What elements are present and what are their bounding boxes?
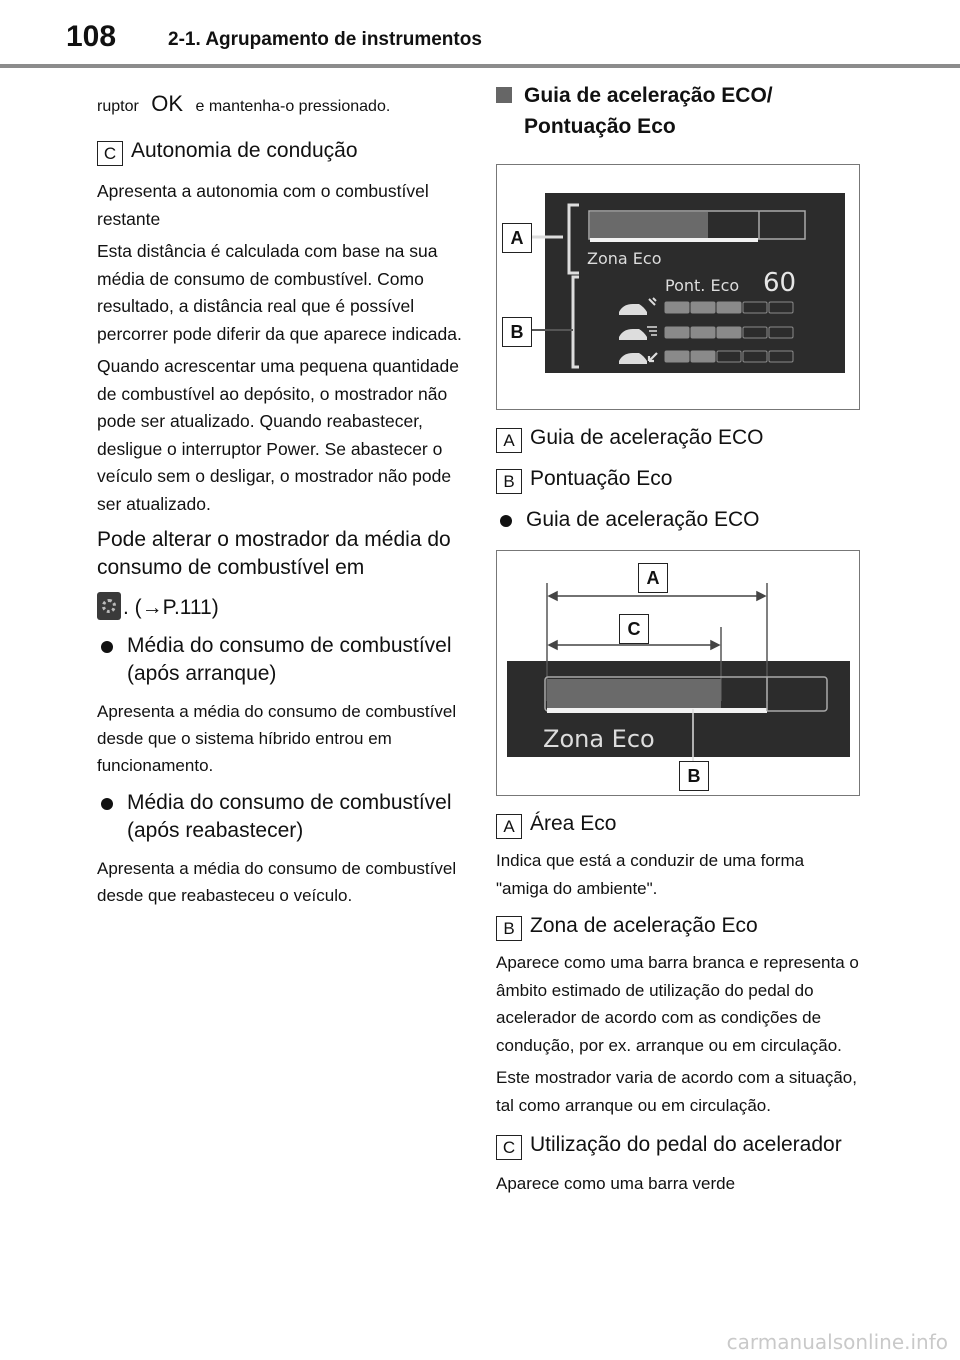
b2-description-1: Aparece como uma barra branca e representa o âmbito estimado de utilização do pedal do acelerador de acordo com as condições de condução, por ex. arranque ou em circulação. bbox=[496, 953, 859, 1055]
a2-description: Indica que está a conduzir de uma forma "amiga do ambiente". bbox=[496, 851, 805, 898]
guide-bar-fill bbox=[590, 212, 708, 238]
label-c2-title: Utilização do pedal do acelerador bbox=[530, 1133, 842, 1156]
score-segment bbox=[665, 302, 689, 313]
zone-zona-eco-label: Zona Eco bbox=[543, 725, 655, 753]
header-divider bbox=[0, 64, 960, 68]
guide-bar-white-zone bbox=[590, 238, 758, 242]
bullet-after-refuel bbox=[97, 789, 462, 845]
label-b-heading bbox=[496, 465, 861, 494]
figure1-callout-b: B bbox=[502, 317, 532, 347]
c-paragraph-3: Quando acrescentar uma pequena quantidade de combustível ao depósito, o mostrador não pode ser atualizado. Quando reabastecer, desligue o interruptor Power. Se abastecer o veículo sem o desligar, o mostrador não pode ser atualizado. bbox=[97, 356, 459, 514]
page-header bbox=[0, 0, 960, 70]
label-b2-title: Zona de aceleração Eco bbox=[530, 914, 758, 937]
b2-description-2: Este mostrador varia de acordo com a situação, tal como arranque ou em circulação. bbox=[496, 1068, 857, 1115]
area-a-arrow bbox=[549, 592, 765, 600]
change-display-text: Pode alterar o mostrador da média do consumo de combustível em bbox=[97, 528, 451, 579]
figure2-callout-b: B bbox=[679, 761, 709, 791]
intro-after: e mantenha-o pressionado. bbox=[195, 98, 391, 115]
intro-line bbox=[97, 92, 462, 119]
label-c2-heading bbox=[496, 1131, 861, 1162]
label-c-heading bbox=[97, 137, 462, 166]
zone-bar-white bbox=[547, 708, 767, 713]
label-c2-box: C bbox=[496, 1135, 522, 1160]
label-b-title: Pontuação Eco bbox=[530, 467, 673, 490]
figure2-callout-a: A bbox=[638, 563, 668, 593]
score-segment bbox=[665, 351, 689, 362]
bullet-after-start-title: Média do consumo de combustível (após arranque) bbox=[127, 634, 452, 685]
score-segment bbox=[691, 302, 715, 313]
gear-icon bbox=[97, 592, 121, 620]
eco-subheading bbox=[496, 80, 861, 142]
label-a-box: A bbox=[496, 428, 522, 453]
bullet-after-refuel-title: Média do consumo de combustível (após reabastecer) bbox=[127, 791, 452, 842]
section-title: 2-1. Agrupamento de instrumentos bbox=[168, 29, 482, 50]
figure2-callout-c: C bbox=[619, 614, 649, 644]
score-segment bbox=[665, 327, 689, 338]
label-a2-box: A bbox=[496, 814, 522, 839]
c-paragraph-1: Apresenta a autonomia com o combustível restante bbox=[97, 181, 429, 229]
watermark: carmanualsonline.info bbox=[726, 1330, 948, 1354]
pont-eco-label: Pont. Eco bbox=[665, 276, 740, 295]
change-display-ref bbox=[97, 592, 462, 622]
score-segment bbox=[691, 327, 715, 338]
label-b-box: B bbox=[496, 469, 522, 494]
label-a-title: Guia de aceleração ECO bbox=[530, 426, 764, 449]
eco-score-value: 60 bbox=[763, 268, 797, 298]
label-b2-heading bbox=[496, 912, 861, 941]
label-b2-box: B bbox=[496, 916, 522, 941]
label-c-title: Autonomia de condução bbox=[131, 139, 358, 162]
bullet-after-start-desc: Apresenta a média do consumo de combustível desde que o sistema híbrido entrou em funcionamento. bbox=[97, 702, 457, 775]
c-paragraph-2: Esta distância é calculada com base na sua média de consumo de combustível. Como resultado, a distância real que é possível percorrer pode diferir da que aparece indicada. bbox=[97, 241, 462, 344]
bullet-eco-guide bbox=[496, 506, 861, 534]
eco-display-illustration bbox=[497, 165, 861, 411]
bullet-eco-guide-title: Guia de aceleração ECO bbox=[526, 508, 760, 531]
bullet-dot-icon bbox=[101, 641, 113, 653]
figure-eco-display bbox=[496, 164, 860, 410]
page-number: 108 bbox=[66, 20, 117, 53]
score-segment bbox=[691, 351, 715, 362]
label-c-box: C bbox=[97, 141, 123, 166]
figure1-callout-a: A bbox=[502, 223, 532, 253]
label-a-heading bbox=[496, 424, 861, 453]
label-a2-heading bbox=[496, 810, 861, 839]
left-column bbox=[97, 92, 462, 914]
zone-bar-fill bbox=[547, 679, 721, 709]
label-a2-title: Área Eco bbox=[530, 812, 617, 835]
eco-subheading-text: Guia de aceleração ECO/ Pontuação Eco bbox=[524, 84, 773, 138]
bullet-after-refuel-desc: Apresenta a média do consumo de combustível desde que reabasteceu o veículo. bbox=[97, 859, 457, 905]
subheading-square-icon bbox=[496, 87, 512, 103]
score-segment bbox=[717, 302, 741, 313]
intro-before: ruptor bbox=[97, 98, 139, 115]
page-reference: . (→P.111) bbox=[123, 596, 219, 619]
c2-description: Aparece como uma barra verde bbox=[496, 1174, 736, 1193]
ok-button-glyph: OK bbox=[151, 91, 184, 116]
right-column bbox=[496, 80, 861, 1203]
bullet-after-start bbox=[97, 632, 462, 688]
figure-eco-zone bbox=[496, 550, 860, 796]
bullet-dot-icon bbox=[101, 798, 113, 810]
bullet-dot-icon bbox=[500, 515, 512, 527]
zona-eco-label: Zona Eco bbox=[587, 249, 662, 268]
score-segment bbox=[717, 327, 741, 338]
